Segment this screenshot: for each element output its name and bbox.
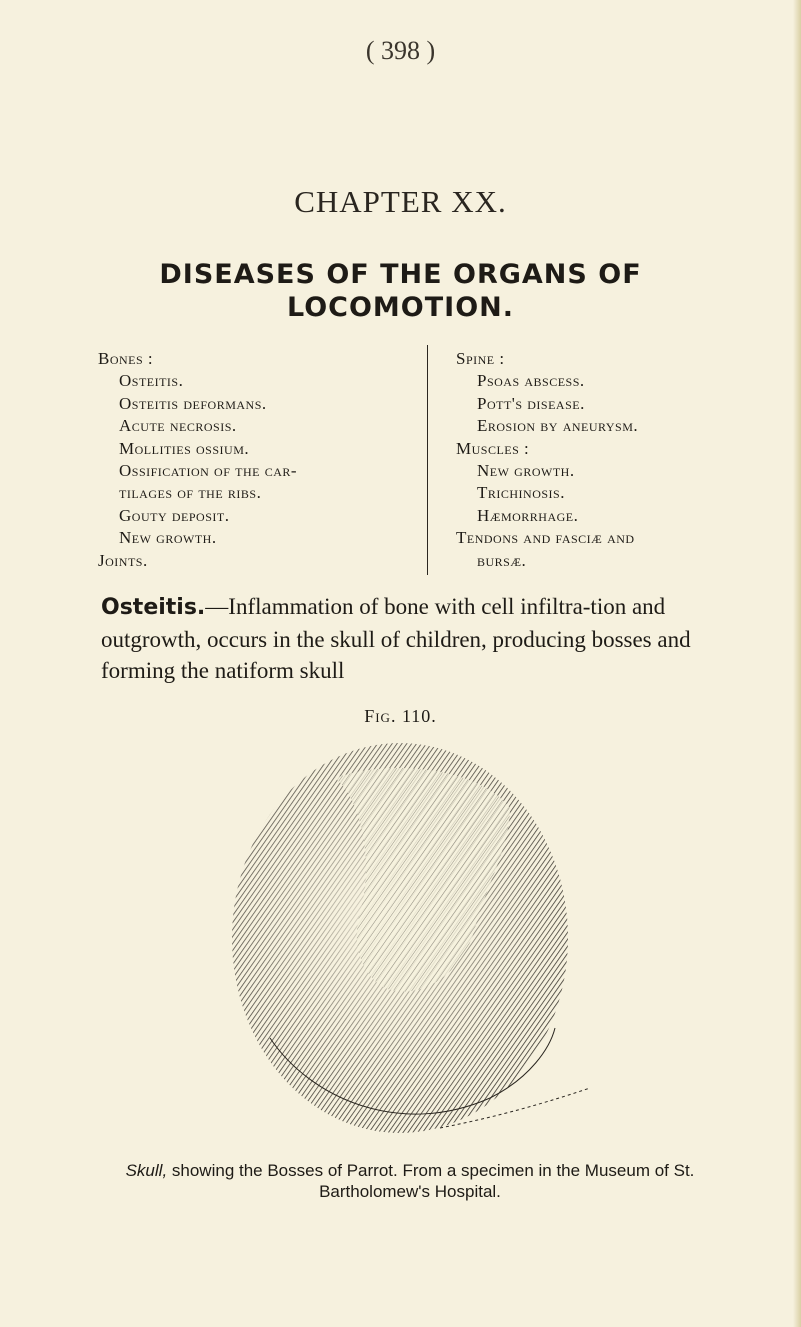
contents-item: Muscles : [456, 438, 530, 458]
contents-item: Mollities ossium. [119, 438, 250, 458]
contents-item: Erosion by aneurysm. [477, 416, 639, 436]
contents-item: Ossification of the car- [119, 461, 298, 481]
body-paragraph [101, 591, 741, 687]
contents-item: Joints. [98, 550, 148, 570]
contents-item: Psoas abscess. [477, 371, 585, 391]
contents-item: tilages of the ribs. [119, 483, 262, 503]
contents-item: New growth. [477, 461, 575, 481]
title-line-2: LOCOMOTION. [286, 292, 515, 323]
caption-text: showing the Bosses of Parrot. From a specimen in the Museum of St. Bartholomew's Hospital. [167, 1161, 695, 1201]
contents-item: Spine : [456, 349, 505, 368]
contents-item: Acute necrosis. [119, 416, 237, 436]
paragraph-text: —Inflammation of bone with cell infiltra-tion and outgrowth, occurs in the skull of children, producing bosses and forming the natiform skull [101, 594, 691, 683]
chapter-heading: CHAPTER XX. [294, 184, 507, 219]
figure-label: Fig. 110. [364, 706, 437, 726]
contents-item: Bones : [98, 349, 154, 368]
figure-caption [120, 1160, 700, 1202]
skull-engraving-svg [210, 738, 620, 1148]
contents-left-column [98, 348, 398, 572]
paragraph-lead: Osteitis. [101, 595, 206, 620]
caption-italic: Skull, [125, 1161, 168, 1180]
contents-item: Gouty deposit. [119, 505, 230, 525]
contents-divider [427, 345, 428, 575]
page-title [0, 258, 801, 324]
contents-item: Hæmorrhage. [477, 505, 579, 525]
page-number: ( 398 ) [365, 36, 436, 65]
contents-item: bursæ. [477, 550, 527, 570]
contents-item: Tendons and fasciæ and [456, 528, 635, 548]
skull-illustration [210, 738, 620, 1148]
page-edge [793, 0, 801, 1327]
contents-item: Osteitis. [119, 371, 184, 391]
title-line-1: DISEASES OF THE ORGANS OF [159, 259, 642, 290]
contents-right-column [456, 348, 786, 572]
contents-item: New growth. [119, 528, 217, 548]
contents-item: Pott's disease. [477, 393, 585, 413]
contents-item: Osteitis deformans. [119, 393, 267, 413]
contents-item: Trichinosis. [477, 483, 565, 503]
